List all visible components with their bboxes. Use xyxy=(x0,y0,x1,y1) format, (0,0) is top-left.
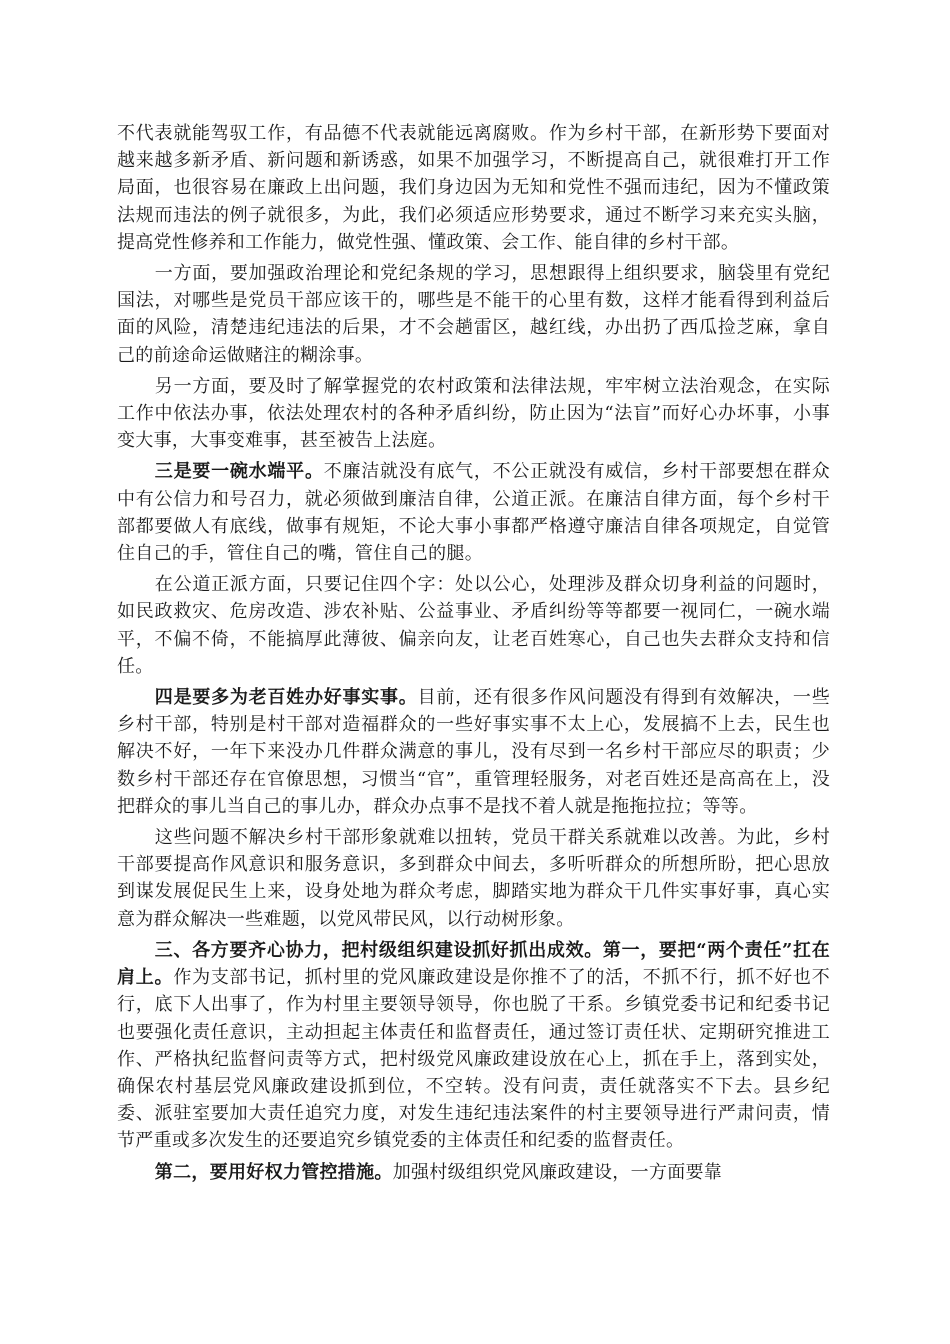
paragraph-9 xyxy=(117,1159,830,1186)
paragraph-4-lead: 三是要一碗水端平。 xyxy=(154,461,324,483)
paragraph-8-lead: 三、各方要齐心协力，把村级组织建设抓好抓出成效。第一，要把“两个责任”扛在肩上。 xyxy=(117,939,830,989)
paragraph-3 xyxy=(117,373,830,455)
paragraph-8 xyxy=(117,937,830,1155)
paragraph-4 xyxy=(117,458,830,567)
paragraph-1 xyxy=(117,120,830,256)
paragraph-6 xyxy=(117,684,830,820)
paragraph-2 xyxy=(117,260,830,369)
paragraph-6-text: 目前，还有很多作风问题没有得到有效解决，一些乡村干部，特别是村干部对造福群众的一些好事实事不太上心，发展搞不上去，民生也解决不好，一年下来没办几件群众满意的事儿，没有尽到一名乡村干部应尽的职责；少数乡村干部还存在官僚思想，习惯当“官”，重管理轻服务，对老百姓还是高高在上，没把群众的事儿当自己的事儿办，群众办点事不是找不着人就是拖拖拉拉；等等。 xyxy=(117,687,830,817)
paragraph-9-text: 加强村级组织党风廉政建设，一方面要靠 xyxy=(392,1161,723,1183)
paragraph-8-text: 作为支部书记，抓村里的党风廉政建设是你推不了的活，不抓不行，抓不好也不行，底下人出事了，作为村里主要领导领导，你也脱了干系。乡镇党委书记和纪委书记也要强化责任意识，主动担起主体责任和监督责任，通过签订责任状、定期研究推进工作、严格执纪监督问责等方式，把村级党风廉政建设放在心上，抓在手上，落到实处，确保农村基层党风廉政建设抓到位，不空转。没有问责，责任就落实不下去。县乡纪委、派驻室要加大责任追究力度，对发生违纪违法案件的村主要领导进行严肃问责，情节严重或多次发生的还要追究乡镇党委的主体责任和纪委的监督责任。 xyxy=(117,967,830,1152)
paragraph-3-text: 另一方面，要及时了解掌握党的农村政策和法律法规，牢牢树立法治观念，在实际工作中依法办事，依法处理农村的各种矛盾纠纷，防止因为“法盲”而好心办坏事，小事变大事，大事变难事，甚至被告上法庭。 xyxy=(117,375,830,452)
paragraph-9-lead: 第二，要用好权力管控措施。 xyxy=(154,1161,393,1183)
paragraph-4-text: 不廉洁就没有底气，不公正就没有威信，乡村干部要想在群众中有公信力和号召力，就必须做到廉洁自律，公道正派。在廉洁自律方面，每个乡村干部都要做人有底线，做事有规矩，不论大事小事都严格遵守廉洁自律各项规定，自觉管住自己的手，管住自己的嘴，管住自己的腿。 xyxy=(117,461,830,565)
document-page xyxy=(117,120,830,1190)
paragraph-5 xyxy=(117,571,830,680)
paragraph-7-text: 这些问题不解决乡村干部形象就难以扭转，党员干群关系就难以改善。为此，乡村干部要提高作风意识和服务意识，多到群众中间去，多听听群众的所想所盼，把心思放到谋发展促民生上来，设身处地为群众考虑，脚踏实地为群众干几件实事好事，真心实意为群众解决一些难题，以党风带民风，以行动树形象。 xyxy=(117,827,830,930)
paragraph-2-text: 一方面，要加强政治理论和党纪条规的学习，思想跟得上组织要求，脑袋里有党纪国法，对哪些是党员干部应该干的，哪些是不能干的心里有数，这样才能看得到利益后面的风险，清楚违纪违法的后果，才不会趟雷区，越红线，办出扔了西瓜捡芝麻，拿自己的前途命运做赌注的糊涂事。 xyxy=(117,263,830,366)
paragraph-5-text: 在公道正派方面，只要记住四个字：处以公心，处理涉及群众切身利益的问题时，如民政救灾、危房改造、涉农补贴、公益事业、矛盾纠纷等等都要一视同仁，一碗水端平，不偏不倚，不能搞厚此薄彼、偏亲向友，让老百姓寒心，自己也失去群众支持和信任。 xyxy=(117,574,830,677)
paragraph-7 xyxy=(117,824,830,933)
paragraph-1-text: 不代表就能驾驭工作，有品德不代表就能远离腐败。作为乡村干部，在新形势下要面对越来越多新矛盾、新问题和新诱惑，如果不加强学习，不断提高自己，就很难打开工作局面，也很容易在廉政上出问题，我们身边因为无知和党性不强而违纪，因为不懂政策法规而违法的例子就很多，为此，我们必须适应形势要求，通过不断学习来充实头脑，提高党性修养和工作能力，做党性强、懂政策、会工作、能自律的乡村干部。 xyxy=(117,123,830,253)
paragraph-6-lead: 四是要多为老百姓办好事实事。 xyxy=(154,687,418,709)
